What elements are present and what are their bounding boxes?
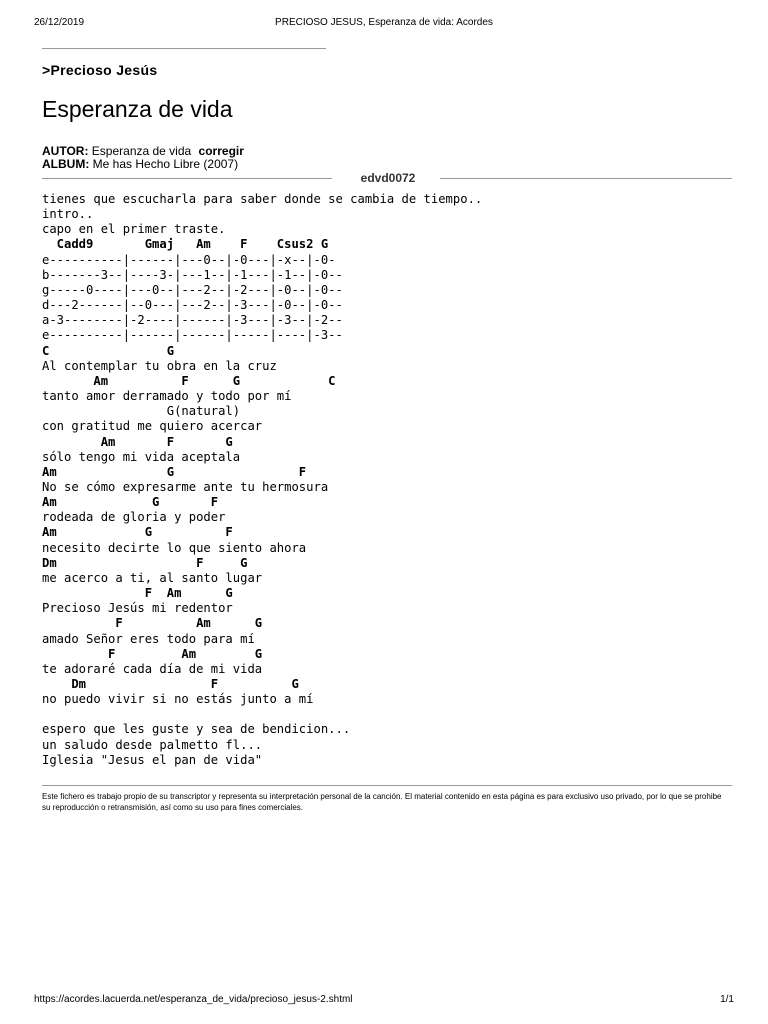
chord-line: Cadd9 Gmaj Am F Csus2 G xyxy=(42,237,329,252)
print-date: 26/12/2019 xyxy=(34,17,85,28)
lyric-line: Precioso Jesús mi redentor xyxy=(42,601,233,616)
lyric-line: b-------3--|----3-|---1--|-1---|-1--|-0-- xyxy=(42,267,343,282)
print-url: https://acordes.lacuerda.net/esperanza_de_vida/precioso_jesus-2.shtml xyxy=(34,994,353,1005)
album-value: Me has Hecho Libre (2007) xyxy=(92,157,239,171)
chord-line: Dm F G xyxy=(42,677,299,691)
chord-line: F Am G xyxy=(42,646,263,661)
lyric-line: espero que les guste y sea de bendicion... xyxy=(42,722,351,737)
lyric-line: Al contemplar tu obra en la cruz xyxy=(42,358,277,373)
lyric-line: tanto amor derramado y todo por mí xyxy=(42,389,292,404)
chord-line: C G xyxy=(42,343,175,358)
print-page-number: 1/1 xyxy=(720,994,734,1005)
lyric-line: g-----0----|---0--|---2--|-2---|-0--|-0-- xyxy=(42,282,343,297)
lyric-line: sólo tengo mi vida aceptala xyxy=(42,449,241,464)
transcriber-divider-right xyxy=(440,178,732,179)
album-label: ALBUM: xyxy=(42,157,90,171)
lyric-line: G(natural) xyxy=(42,404,241,419)
print-page-title: PRECIOSO JESUS, Esperanza de vida: Acordes xyxy=(275,17,493,28)
bottom-divider xyxy=(42,785,732,786)
chord-line: Am G F xyxy=(42,495,219,510)
lyric-line: e----------|------|---0--|-0---|-x--|-0- xyxy=(42,252,336,267)
lyric-line: Iglesia "Jesus el pan de vida" xyxy=(42,752,263,767)
lyric-line: e----------|------|------|-----|----|-3-- xyxy=(42,328,343,343)
chord-line: Dm F G xyxy=(42,555,248,570)
author-row xyxy=(42,144,244,158)
lyric-line: capo en el primer traste. xyxy=(42,222,226,237)
top-divider xyxy=(42,48,326,49)
lyric-line: a-3--------|-2----|------|-3---|-3--|-2-- xyxy=(42,313,343,328)
author-link[interactable]: Esperanza de vida xyxy=(91,144,192,158)
correct-link[interactable]: corregir xyxy=(198,144,244,158)
lyric-line: amado Señor eres todo para mí xyxy=(42,631,255,646)
lyric-line: un saludo desde palmetto fl... xyxy=(42,737,263,752)
lyric-line: No se cómo expresarme ante tu hermosura xyxy=(42,479,329,494)
lyric-line: con gratitud me quiero acercar xyxy=(42,419,263,434)
chord-line: F Am G xyxy=(42,586,233,601)
chord-line: Am F G C xyxy=(42,373,336,388)
lyric-line: me acerco a ti, al santo lugar xyxy=(42,570,263,585)
song-title: Esperanza de vida xyxy=(42,96,233,122)
author-label: AUTOR: xyxy=(42,144,89,158)
breadcrumb-link[interactable]: >Precioso Jesús xyxy=(42,62,158,78)
disclaimer-text: Este fichero es trabajo propio de su transcriptor y representa su interpretación personal de la canción. El material contenido en esta página es para exclusivo uso privado, por lo que se prohibe su reproducción o retransmisión, así como su uso para fines comerciales. xyxy=(42,792,722,812)
transcriber-name[interactable]: edvd0072 xyxy=(360,171,416,185)
lyric-line: rodeada de gloria y poder xyxy=(42,510,226,525)
chord-line: Am F G xyxy=(42,434,233,449)
lyric-line: no puedo vivir si no estás junto a mí xyxy=(42,692,314,707)
chord-line: Am G F xyxy=(42,525,233,540)
lyric-line: intro.. xyxy=(42,207,94,222)
lyric-line: tienes que escucharla para saber donde se cambia de tiempo.. xyxy=(42,192,483,206)
lyric-line: necesito decirte lo que siento ahora xyxy=(42,540,307,555)
song-chords-lyrics xyxy=(42,192,482,768)
chord-line: Am G F xyxy=(42,464,307,479)
album-row xyxy=(42,157,238,171)
lyric-line: te adoraré cada día de mi vida xyxy=(42,661,263,676)
chord-line: F Am G xyxy=(42,616,263,631)
lyric-line: d---2------|--0---|---2--|-3---|-0--|-0-- xyxy=(42,298,343,313)
